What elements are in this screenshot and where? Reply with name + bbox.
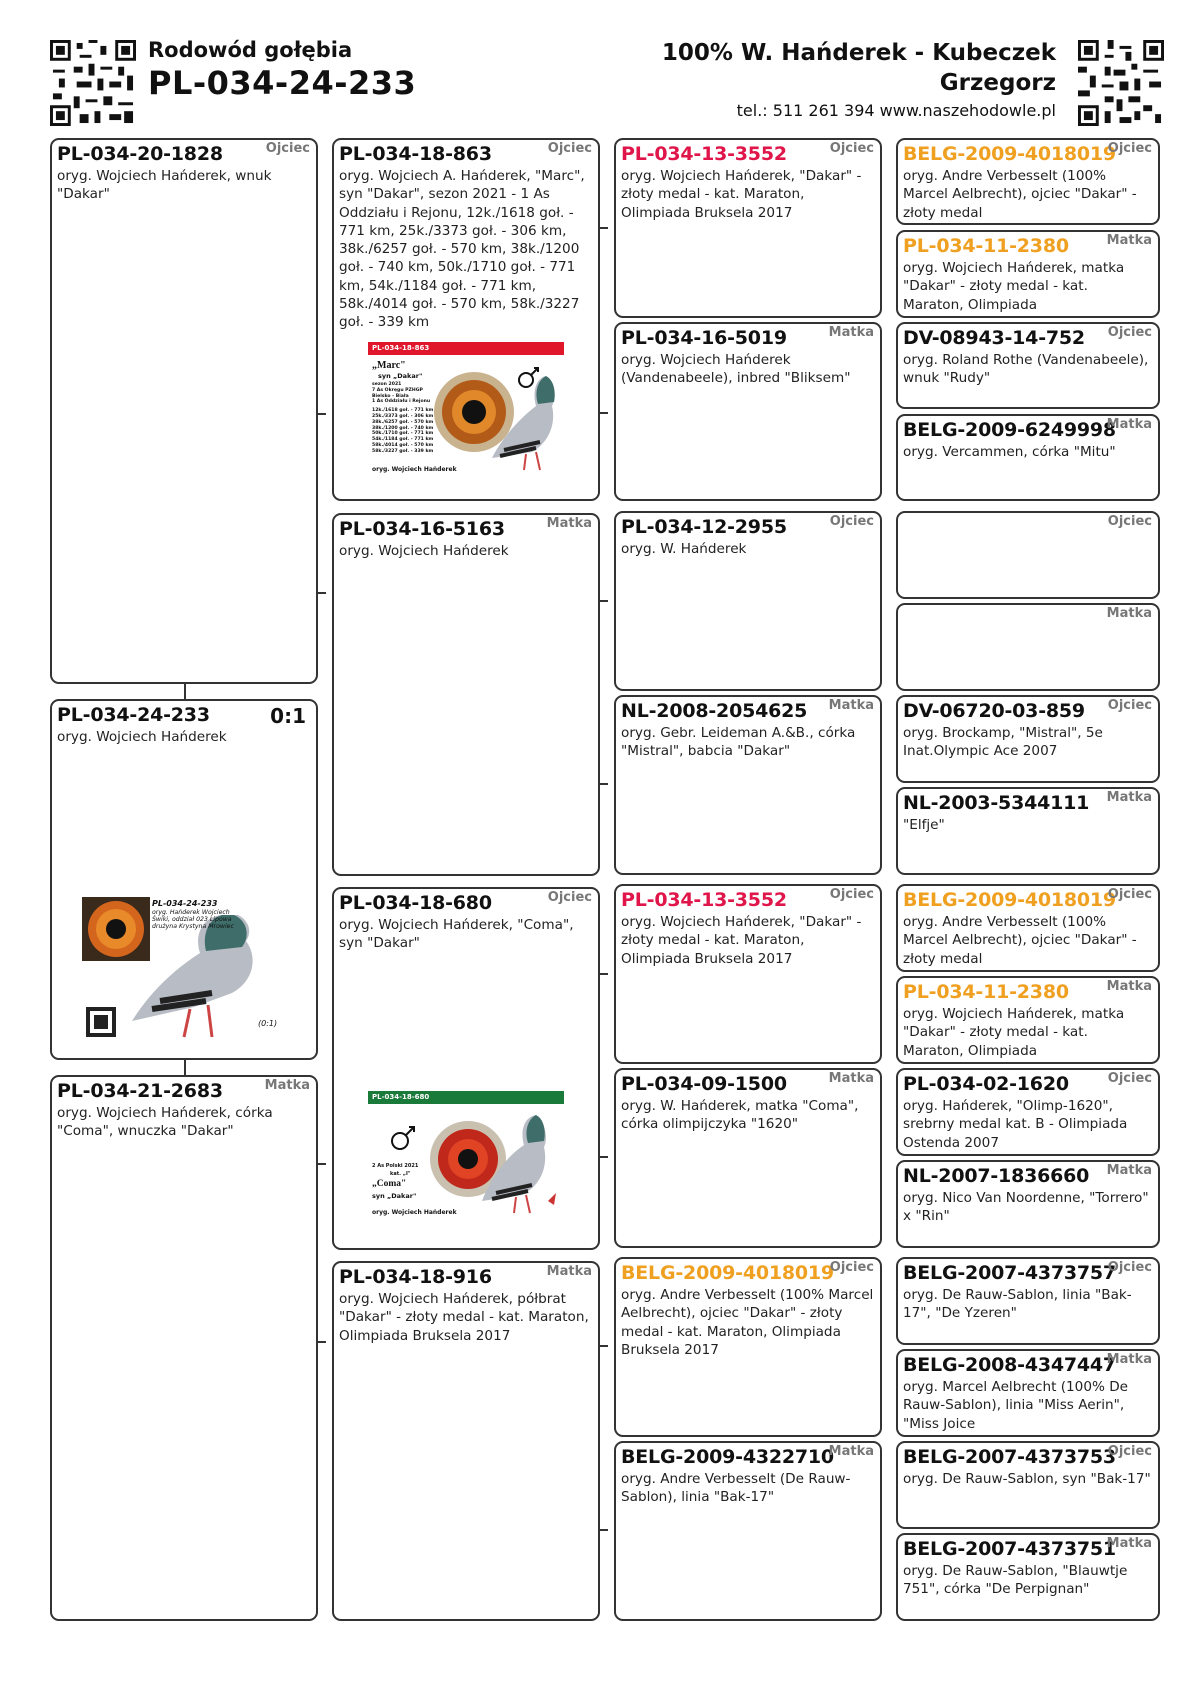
pigeon-description: oryg. Nico Van Noordenne, "Torrero" x "Rin" (903, 1190, 1149, 1225)
role-label: Ojciec (1107, 887, 1152, 902)
ancestor-card-gen4 (896, 230, 1160, 318)
role-label: Ojciec (547, 141, 592, 156)
grandparent-card (332, 138, 600, 501)
pigeon-description: oryg. Marcel Aelbrecht (100% De Rauw-Sablon), linia "Miss Aerin", "Miss Joice (903, 1379, 1129, 1432)
pigeon-description: oryg. Wojciech Hańderek (Vandenabeele), inbred "Bliksem" (621, 352, 851, 387)
pigeon-description: oryg. Hańderek, "Olimp-1620", srebrny medal kat. B - Olimpiada Ostenda 2007 (903, 1098, 1128, 1151)
photo-footer: oryg. Wojciech Hańderek (372, 466, 457, 473)
ancestor-card-gen4 (896, 322, 1160, 409)
role-label: Ojciec (265, 141, 310, 156)
ancestor-card-gen4 (896, 884, 1160, 972)
pigeon-description: oryg. Wojciech Hańderek, półbrat "Dakar" - złoty medal - kat. Maraton, Olimpiada Bruksela 2017 (339, 1291, 589, 1344)
ring-number: PL-034-12-2955 (621, 516, 787, 538)
breeder-name-second-line: Grzegorz (939, 70, 1056, 96)
pigeon-description: oryg. De Rauw-Sablon, "Blauwtje 751", córka "De Perpignan" (903, 1563, 1128, 1598)
ring-number: PL-034-02-1620 (903, 1073, 1069, 1095)
ancestor-card-gen4 (896, 1257, 1160, 1345)
ancestor-card-gen3 (614, 138, 882, 318)
pigeon-description: oryg. W. Hańderek, matka "Coma", córka olimpijczyka "1620" (621, 1098, 859, 1133)
ancestor-card-gen3 (614, 511, 882, 691)
role-label: Matka (546, 516, 592, 531)
role-label: Matka (1106, 233, 1152, 248)
qr-code-left-icon (50, 40, 136, 126)
pigeon-description: oryg. Wojciech Hańderek (339, 543, 509, 559)
role-label: Ojciec (829, 1260, 874, 1275)
pigeon-description: oryg. Wojciech Hańderek, matka "Dakar" - złoty medal - kat. Maraton, Olimpiada (903, 260, 1125, 313)
photo-caption: oryg. Hańderek Wojciech (152, 909, 230, 916)
mother-card (50, 1075, 318, 1621)
photo-result-line: sezon 2021 (372, 382, 402, 387)
pigeon-description: oryg. Brockamp, "Mistral", 5e Inat.Olympic Ace 2007 (903, 725, 1103, 760)
role-label: Matka (1106, 1163, 1152, 1178)
ancestor-card-gen4 (896, 414, 1160, 501)
pigeon-description: oryg. Andre Verbesselt (100% Marcel Aelbrecht), ojciec "Dakar" - złoty medal (903, 168, 1137, 221)
photo-pigeon-name: „Marc" (372, 360, 406, 371)
grandparent-card (332, 887, 600, 1250)
photo-result-line: 58k./4014 goł. - 570 km (372, 442, 434, 448)
role-label: Matka (828, 1444, 874, 1459)
role-label: Ojciec (547, 890, 592, 905)
role-label: Matka (1106, 606, 1152, 621)
pigeon-description: oryg. W. Hańderek (621, 541, 747, 557)
score-label: 0:1 (270, 704, 306, 728)
grandparent-card (332, 513, 600, 876)
pigeon-description: oryg. Wojciech Hańderek (57, 729, 227, 745)
photo-result-line: 38k./6257 goł. - 570 km (372, 419, 434, 425)
photo-pigeon-name: „Coma" (372, 1179, 407, 1189)
ring-number: PL-034-21-2683 (57, 1080, 223, 1102)
photo-ring-label: PL-034-24-233 (152, 899, 218, 908)
role-label: Ojciec (1107, 698, 1152, 713)
photo-caption: Świki, oddział 023 Lipowa (152, 916, 232, 923)
ring-number: DV-06720-03-859 (903, 700, 1085, 722)
photo-score: (0:1) (258, 1019, 278, 1028)
pigeon-description: oryg. Wojciech Hańderek, "Dakar" - złoty medal - kat. Maraton, Olimpiada Bruksela 2017 (621, 914, 862, 967)
pigeon-eye-icon (424, 1105, 564, 1223)
pigeon-eye-icon (432, 358, 562, 476)
role-label: Ojciec (1107, 1260, 1152, 1275)
photo-caption: drużyna Krystyna Mrowiec (152, 923, 234, 930)
photo-pigeon-sub: syn „Dakar" (372, 1192, 417, 1200)
ancestor-card-gen4 (896, 138, 1160, 225)
page-title: PL-034-24-233 (148, 64, 417, 102)
pigeon-description: oryg. Andre Verbesselt (100% Marcel Aelbrecht), ojciec "Dakar" - złoty medal (903, 914, 1137, 967)
ancestor-card-gen3 (614, 1441, 882, 1621)
qr-code-right-icon (1078, 40, 1164, 126)
ancestor-card-gen4 (896, 1068, 1160, 1156)
ring-number: PL-034-18-863 (339, 143, 492, 165)
role-label: Matka (1106, 417, 1152, 432)
role-label: Matka (546, 1264, 592, 1279)
ring-number: BELG-2007-4373753 (903, 1446, 1116, 1468)
photo-result-line: 54k./1184 goł. - 771 km (372, 437, 434, 443)
role-label: Matka (828, 1071, 874, 1086)
contact-info: tel.: 511 261 394 www.naszehodowle.pl (736, 101, 1056, 120)
ring-number: PL-034-18-916 (339, 1266, 492, 1288)
pigeon-description: oryg. Wojciech Hańderek, "Coma", syn "Dakar" (339, 917, 574, 952)
pigeon-description: "Elfje" (903, 817, 945, 833)
grandparent-card (332, 1261, 600, 1621)
photo-result-line: 12k./1618 goł. - 771 km (372, 408, 434, 414)
role-label: Matka (264, 1078, 310, 1093)
pigeon-description: oryg. Wojciech Hańderek, córka "Coma", wnuczka "Dakar" (57, 1105, 273, 1140)
pigeon-description: oryg. Gebr. Leideman A.&B., córka "Mistral", babcia "Dakar" (621, 725, 856, 760)
ring-number: BELG-2009-4322710 (621, 1446, 834, 1468)
ring-number: BELG-2009-4018019 (903, 889, 1116, 911)
ring-number: BELG-2009-4018019 (903, 143, 1116, 165)
pigeon-description: oryg. De Rauw-Sablon, linia "Bak-17", "De Yzeren" (903, 1287, 1132, 1322)
ancestor-card-gen3 (614, 695, 882, 875)
role-label: Matka (828, 698, 874, 713)
pigeon-description: oryg. Andre Verbesselt (100% Marcel Aelbrecht), ojciec "Dakar" - złoty medal - kat. Maraton, Olimpiada Bruksela 2017 (621, 1287, 874, 1358)
ancestor-card-gen4 (896, 1349, 1160, 1437)
pigeon-description: oryg. Roland Rothe (Vandenabeele), wnuk "Rudy" (903, 352, 1149, 387)
ancestor-card-gen4 (896, 1533, 1160, 1621)
photo-result-line: 50k./1710 goł. - 771 km (372, 431, 434, 437)
ring-number: BELG-2009-4018019 (621, 1262, 834, 1284)
role-label: Ojciec (1107, 514, 1152, 529)
father-card (50, 138, 318, 684)
photo-banner: PL-034-18-863 (368, 342, 564, 355)
photo-result-line: 25k./3373 goł. - 306 km (372, 413, 434, 419)
photo-result-line: kat. „I" (390, 1171, 411, 1177)
ancestor-card-gen4 (896, 695, 1160, 783)
ring-number: BELG-2008-4347447 (903, 1354, 1116, 1376)
ancestor-card-gen3 (614, 1068, 882, 1248)
pigeon-description: oryg. Wojciech Hańderek, matka "Dakar" - złoty medal - kat. Maraton, Olimpiada (903, 1006, 1125, 1059)
ring-number: PL-034-16-5019 (621, 327, 787, 349)
ancestor-card-gen3 (614, 884, 882, 1064)
ancestor-card-gen3 (614, 1257, 882, 1437)
ring-number: BELG-2009-6249998 (903, 419, 1116, 441)
role-label: Matka (828, 325, 874, 340)
role-label: Matka (1106, 1352, 1152, 1367)
ring-number: DV-08943-14-752 (903, 327, 1085, 349)
ring-number: PL-034-11-2380 (903, 981, 1069, 1003)
ring-number: PL-034-09-1500 (621, 1073, 787, 1095)
role-label: Ojciec (829, 141, 874, 156)
ring-number: BELG-2007-4373757 (903, 1262, 1116, 1284)
pigeon-photo (368, 342, 564, 480)
ring-number: NL-2007-1836660 (903, 1165, 1090, 1187)
ring-number: PL-034-16-5163 (339, 518, 505, 540)
ancestor-card-gen3 (614, 322, 882, 501)
role-label: Ojciec (1107, 1444, 1152, 1459)
pigeon-description: oryg. Wojciech Hańderek, wnuk "Dakar" (57, 168, 272, 203)
photo-footer: oryg. Wojciech Hańderek (372, 1209, 457, 1216)
ancestor-card-gen4 (896, 787, 1160, 875)
connector-line (184, 1060, 186, 1075)
document-label: Rodowód gołębia (148, 38, 353, 62)
photo-result-line: Bielsko - Biała (372, 393, 409, 399)
photo-results (372, 382, 433, 455)
role-label: Ojciec (829, 887, 874, 902)
photo-result-line: 58k./3227 goł. - 339 km (372, 448, 434, 454)
photo-banner: PL-034-18-680 (368, 1091, 564, 1104)
ring-number: PL-034-18-680 (339, 892, 492, 914)
pigeon-description: oryg. Wojciech Hańderek, "Dakar" - złoty medal - kat. Maraton, Olimpiada Bruksela 2017 (621, 168, 862, 221)
ring-number: NL-2008-2054625 (621, 700, 808, 722)
ring-number: PL-034-24-233 (57, 704, 210, 726)
ring-number: BELG-2007-4373751 (903, 1538, 1116, 1560)
role-label: Matka (1106, 790, 1152, 805)
pigeon-photo (368, 1091, 564, 1225)
pigeon-photo (82, 897, 288, 1049)
connector-line (184, 684, 186, 699)
photo-result-line: 2 As Polski 2021 (372, 1163, 419, 1169)
ancestor-card-gen4 (896, 976, 1160, 1064)
role-label: Matka (1106, 1536, 1152, 1551)
role-label: Matka (1106, 979, 1152, 994)
ring-number: PL-034-13-3552 (621, 889, 787, 911)
role-label: Ojciec (1107, 325, 1152, 340)
ancestor-card-gen4-empty (896, 603, 1160, 691)
ancestor-card-gen4-empty (896, 511, 1160, 599)
ancestor-card-gen4 (896, 1441, 1160, 1529)
pigeon-description: oryg. Andre Verbesselt (De Rauw-Sablon), linia "Bak-17" (621, 1471, 851, 1506)
subject-card (50, 699, 318, 1060)
ring-number: PL-034-20-1828 (57, 143, 223, 165)
breeder-name: 100% W. Hańderek - Kubeczek (661, 40, 1056, 66)
photo-result-line: 1 As Oddziału i Rejonu (372, 399, 431, 405)
pigeon-description: oryg. De Rauw-Sablon, syn "Bak-17" (903, 1471, 1151, 1487)
photo-result-line: 38k./1200 goł. - 740 km (372, 425, 434, 431)
photo-pigeon-sub: syn „Dakar" (378, 372, 423, 380)
pigeon-description: oryg. Wojciech A. Hańderek, "Marc", syn "Dakar", sezon 2021 - 1 As Oddziału i Rejonu, 12k./1618 goł. - 771 km, 25k./3373 goł. - 306 km, 38k./6257 goł. - 570 km, 38k./1200 goł. - 740 km, 50k./1710 goł. - 771 km, 54k./1184 goł. - 771 km, 58k./4014 goł. - 570 km, 58k./3227 goł. - 339 km (339, 168, 585, 331)
ancestor-card-gen4 (896, 1160, 1160, 1248)
role-label: Ojciec (1107, 141, 1152, 156)
role-label: Ojciec (1107, 1071, 1152, 1086)
role-label: Ojciec (829, 514, 874, 529)
photo-result-line: 7 As Okręgu PZHGP (372, 387, 423, 393)
ring-number: NL-2003-5344111 (903, 792, 1090, 814)
ring-number: PL-034-13-3552 (621, 143, 787, 165)
pigeon-description: oryg. Vercammen, córka "Mitu" (903, 444, 1116, 460)
ring-number: PL-034-11-2380 (903, 235, 1069, 257)
